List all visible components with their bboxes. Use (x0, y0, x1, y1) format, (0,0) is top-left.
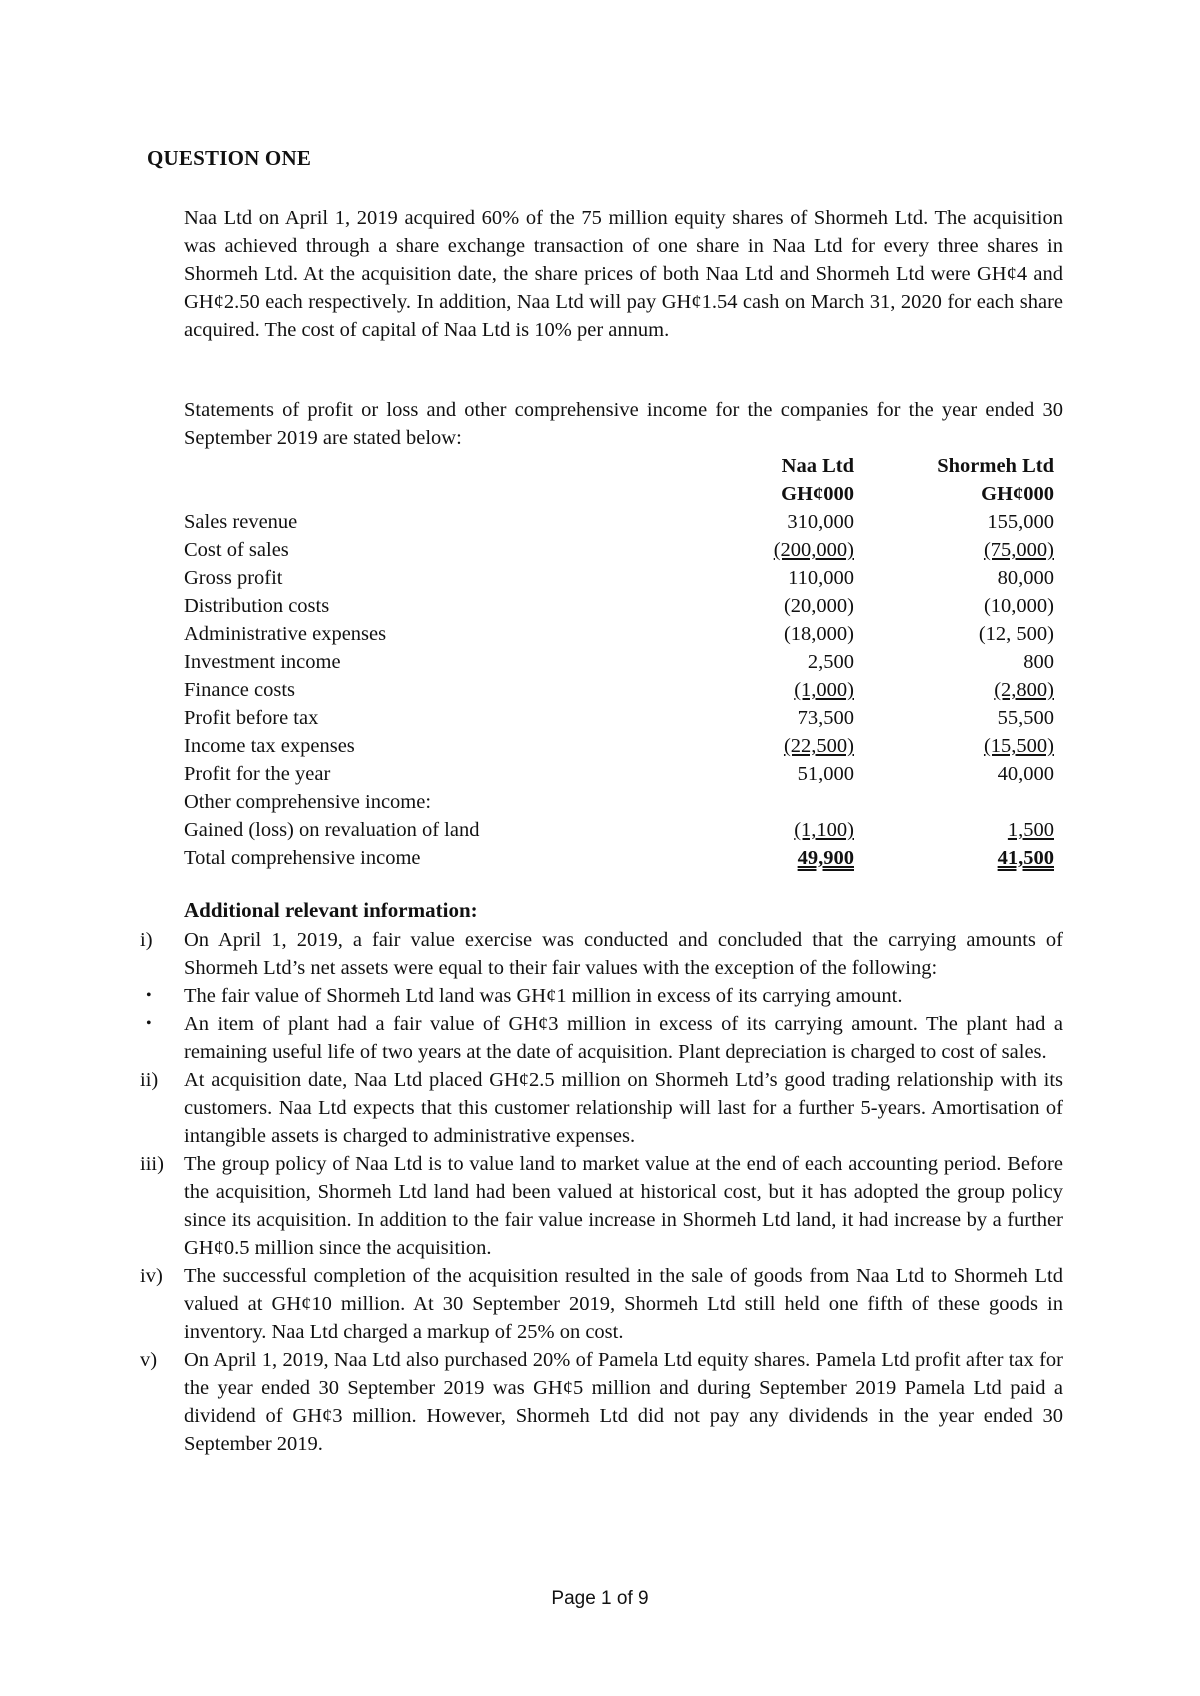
row-label: Finance costs (184, 679, 296, 701)
table-row (184, 732, 1054, 760)
table-row (184, 704, 1054, 732)
additional-info-list (140, 926, 1063, 1458)
row-value-naa: 310,000 (787, 511, 854, 533)
table-row (184, 536, 1054, 564)
question-heading: QUESTION ONE (147, 146, 312, 170)
list-item-text: On April 1, 2019, a fair value exercise was conducted and concluded that the carrying amounts of Shormeh Ltd’s net assets were equal to their fair values with the exception of the following: (184, 929, 1063, 979)
row-value-naa: 49,900 (797, 847, 854, 869)
list-item-text: The group policy of Naa Ltd is to value land to market value at the end of each accounting period. Before the acquisition, Shormeh Ltd land had been valued at historical cost, but it has adopted the group policy since its acquisition. In addition to the fair value increase in Shormeh Ltd land, it had increase by a further GH¢0.5 million since the acquisition. (184, 1153, 1063, 1259)
row-label: Gained (loss) on revaluation of land (184, 819, 480, 841)
row-value-shormeh: (12, 500) (978, 623, 1054, 645)
row-value-naa: (1,000) (794, 679, 854, 701)
row-value-shormeh: (15,500) (983, 735, 1054, 757)
row-value-naa: 51,000 (797, 763, 854, 785)
row-value-shormeh: 1,500 (1007, 819, 1054, 841)
row-label: Investment income (184, 651, 341, 673)
list-item (140, 926, 1063, 982)
table-body (184, 508, 1054, 872)
list-item (140, 1262, 1063, 1346)
row-value-naa: (200,000) (773, 539, 854, 561)
list-marker: iv) (140, 1265, 163, 1287)
table-row (184, 648, 1054, 676)
bullet-icon: • (146, 1015, 152, 1032)
list-marker: ii) (140, 1069, 159, 1091)
table-row (184, 508, 1054, 536)
list-marker: iii) (140, 1153, 164, 1175)
row-label: Profit before tax (184, 707, 319, 729)
row-label: Gross profit (184, 567, 283, 589)
row-label: Administrative expenses (184, 623, 387, 645)
list-item-text: At acquisition date, Naa Ltd placed GH¢2.5 million on Shormeh Ltd’s good trading relationship with its customers. Naa Ltd expects that this customer relationship will last for a further 5-years. Amortisation of intangible assets is charged to administrative expenses. (184, 1069, 1063, 1147)
additional-info-title: Additional relevant information: (184, 898, 478, 922)
row-value-naa: (20,000) (783, 595, 854, 617)
list-marker: v) (140, 1349, 158, 1371)
table-row (184, 564, 1054, 592)
col1-header: Naa Ltd (781, 455, 854, 477)
table-row (184, 760, 1054, 788)
row-value-shormeh: 55,500 (997, 707, 1054, 729)
row-label: Other comprehensive income: (184, 791, 432, 813)
row-label: Profit for the year (184, 763, 331, 785)
list-item (140, 1010, 1063, 1066)
page-footer: Page 1 of 9 (551, 1588, 649, 1609)
col1-unit: GH¢000 (781, 483, 854, 505)
row-value-naa: (18,000) (783, 623, 854, 645)
row-value-shormeh: 41,500 (997, 847, 1054, 869)
row-value-shormeh: 40,000 (997, 763, 1054, 785)
list-item-text: The fair value of Shormeh Ltd land was GH¢1 million in excess of its carrying amount. (184, 985, 903, 1007)
list-item (140, 1346, 1063, 1458)
table-row (184, 788, 1054, 816)
row-value-shormeh: 80,000 (997, 567, 1054, 589)
table-unit-row (184, 480, 1054, 508)
row-value-shormeh: 800 (1023, 651, 1054, 673)
row-label: Sales revenue (184, 511, 298, 533)
row-value-naa: 110,000 (788, 567, 854, 589)
row-value-shormeh: 155,000 (987, 511, 1054, 533)
list-item (140, 1150, 1063, 1262)
row-value-naa: (1,100) (794, 819, 854, 841)
row-value-shormeh: (2,800) (994, 679, 1054, 701)
col2-header: Shormeh Ltd (937, 455, 1054, 477)
table-row (184, 676, 1054, 704)
row-value-naa: 2,500 (807, 651, 854, 673)
row-value-naa: 73,500 (797, 707, 854, 729)
list-item (140, 1066, 1063, 1150)
table-row (184, 816, 1054, 844)
row-value-shormeh: (10,000) (983, 595, 1054, 617)
row-value-shormeh: (75,000) (983, 539, 1054, 561)
table-row (184, 592, 1054, 620)
statement-intro-paragraph: Statements of profit or loss and other comprehensive income for the companies for the year ended 30 September 2019 are stated below: (184, 399, 1063, 449)
table-row (184, 844, 1054, 872)
bullet-icon: • (146, 987, 152, 1004)
row-label: Total comprehensive income (184, 847, 421, 869)
list-item-text: On April 1, 2019, Naa Ltd also purchased 20% of Pamela Ltd equity shares. Pamela Ltd profit after tax for the year ended 30 September 2019 was GH¢5 million and during September 2019 Pamela Ltd paid a dividend of GH¢3 million. However, Shormeh Ltd did not pay any dividends in the year ended 30 September 2019. (184, 1349, 1063, 1455)
table-row (184, 620, 1054, 648)
income-statement-table (184, 452, 1054, 872)
row-label: Distribution costs (184, 595, 330, 617)
list-marker: i) (140, 929, 153, 951)
table-header-row (184, 452, 1054, 480)
intro-paragraph: Naa Ltd on April 1, 2019 acquired 60% of the 75 million equity shares of Shormeh Ltd. The acquisition was achieved through a share exchange transaction of one share in Naa Ltd for every three shares in Shormeh Ltd. At the acquisition date, the share prices of both Naa Ltd and Shormeh Ltd were GH¢4 and GH¢2.50 each respectively. In addition, Naa Ltd will pay GH¢1.54 cash on March 31, 2020 for each share acquired. The cost of capital of Naa Ltd is 10% per annum. (184, 207, 1063, 341)
row-label: Cost of sales (184, 539, 289, 561)
list-item-text: The successful completion of the acquisition resulted in the sale of goods from Naa Ltd to Shormeh Ltd valued at GH¢10 million. At 30 September 2019, Shormeh Ltd still held one fifth of these goods in inventory. Naa Ltd charged a markup of 25% on cost. (184, 1265, 1063, 1343)
row-value-naa: (22,500) (783, 735, 854, 757)
col2-unit: GH¢000 (981, 483, 1054, 505)
list-item (140, 982, 1063, 1010)
list-item-text: An item of plant had a fair value of GH¢3 million in excess of its carrying amount. The plant had a remaining useful life of two years at the date of acquisition. Plant depreciation is charged to cost of sales. (184, 1013, 1063, 1063)
row-label: Income tax expenses (184, 735, 355, 757)
